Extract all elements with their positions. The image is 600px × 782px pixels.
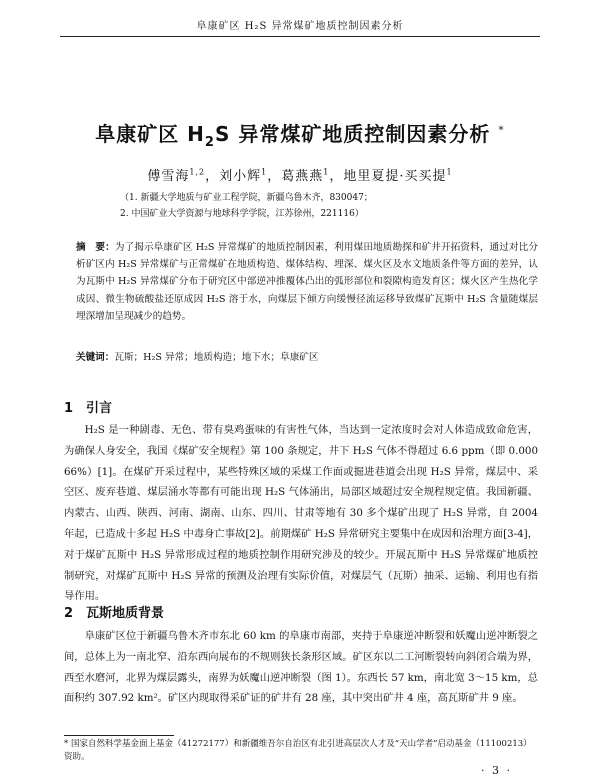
title-subscript: 2 bbox=[204, 135, 215, 150]
author-affil-mark: 1 bbox=[323, 167, 330, 177]
running-head: 阜康矿区 H₂S 异常煤矿地质控制因素分析 bbox=[60, 18, 540, 37]
section-heading-gas-geology bbox=[64, 602, 164, 621]
title-post: S 异常煤矿地质控制因素分析 bbox=[214, 122, 491, 146]
paper-title bbox=[40, 118, 560, 150]
author-affil-mark: 1 bbox=[446, 167, 453, 177]
section-heading-introduction bbox=[64, 397, 112, 416]
author-name: 地里夏提·买买提 bbox=[343, 169, 447, 184]
section-number: 1 bbox=[64, 401, 74, 416]
footnote-rule bbox=[64, 735, 174, 736]
author-name: 刘小辉 bbox=[219, 169, 262, 184]
keywords-text: 瓦斯；H₂S 异常；地质构造；地下水；阜康矿区 bbox=[114, 352, 319, 363]
section-title: 引言 bbox=[86, 401, 113, 416]
title-footnote-mark: * bbox=[498, 123, 505, 137]
abstract bbox=[76, 239, 538, 325]
author-list: 傅雪海$^{1,2}$，刘小辉$^1$，葛燕燕$^1$，地里夏提·买买提$^1$ bbox=[147, 167, 453, 184]
keywords-label: 关键词： bbox=[76, 352, 115, 363]
author-name: 傅雪海 bbox=[147, 169, 190, 184]
affiliation-1: （1. 新疆大学地质与矿业工程学院，新疆乌鲁木齐，830047； bbox=[120, 193, 373, 203]
affiliation-2: 2. 中国矿业大学资源与地球科学学院，江苏徐州，221116） bbox=[120, 209, 364, 219]
author-affil-mark: 1,2 bbox=[189, 167, 206, 177]
title-pre: 阜康矿区 H bbox=[95, 122, 205, 146]
introduction-paragraph: H₂S 是一种剧毒、无色、带有臭鸡蛋味的有害性气体，当达到一定浓度时会对人体造成致命危害，为确保人身安全，我国《煤矿安全规程》第 100 条规定，井下 H₂S 气体不得超过 6.6 ppm（即 0.000 66%）[1]。在煤矿开采过程中，某些特殊区域的采煤工作面或掘进巷道会出现 H₂S 异常，煤层中、采空区、废弃巷道、煤层涌水等都有可能出现 H₂S 气体涌出，局部区域超过安全规程规定值。我国新疆、内蒙古、山西、陕西、河南、湖南、山东、四川、甘肃等地有 30 多个煤矿出现了 H₂S 异常，自 2004 年起，已造成十多起 H₂S 中毒身亡事故[2]。前期煤矿 H₂S 异常研究主要集中在成因和治理方面[3-4]，对于煤矿瓦斯中 H₂S 异常形成过程的地质控制作用研究涉及的较少。开展瓦斯中 H₂S 异常煤矿地质控制研究，对煤矿瓦斯中 H₂S 异常的预测及治理有实际价值，对煤层气（瓦斯）抽采、运输、利用也有指导作用。 bbox=[64, 424, 538, 603]
abstract-label: 摘 要： bbox=[76, 242, 115, 253]
author-name: 葛燕燕 bbox=[281, 169, 324, 184]
keywords bbox=[76, 350, 538, 366]
section-title: 瓦斯地质背景 bbox=[86, 606, 165, 621]
page-number: · 3 · bbox=[481, 764, 512, 777]
funding-footnote: * 国家自然科学基金面上基金（41272177）和新疆维吾尔自治区有北引进高层次人才及“天山学者”启动基金（11100213）资助。 bbox=[64, 739, 532, 762]
section-number: 2 bbox=[64, 606, 74, 621]
gas-geology-paragraph: 阜康矿区位于新疆乌鲁木齐市东北 60 km 的阜康市南部，夹持于阜康逆冲断裂和妖魔山逆冲断裂之间，总体上为一南北窄、沿东西向展布的不规则狭长条形区域。矿区东以二工河断裂转向斜闭合端为界，西至水磨河，北界为煤层露头，南界为妖魔山逆冲断裂（图 1）。东西长 57 km，南北宽 3～15 km，总面积约 307.92 km²。矿区内现取得采矿证的矿井有 28 座，其中突出矿井 4 座，高瓦斯矿井 9 座。 bbox=[64, 630, 538, 705]
abstract-text: 为了揭示阜康矿区 H₂S 异常煤矿的地质控制因素，利用煤田地质勘探和矿井开拓资料，通过对比分析矿区内 H₂S 异常煤矿与正常煤矿在地质构造、煤体结构、埋深、煤火区及水文地质条件等方面的差异，认为瓦斯中 H₂S 异常煤矿分布于研究区中部逆冲推覆体凸出的弧形部位和裂隙构造发育区；煤火区产生热化学成因、微生物硫酸盐还原成因 H₂S 溶于水，向煤层下倾方向缓慢径流运移导致煤矿瓦斯中 H₂S 含量随煤层埋深增加呈现减少的趋势。 bbox=[76, 242, 538, 322]
author-affil-mark: 1 bbox=[261, 167, 268, 177]
